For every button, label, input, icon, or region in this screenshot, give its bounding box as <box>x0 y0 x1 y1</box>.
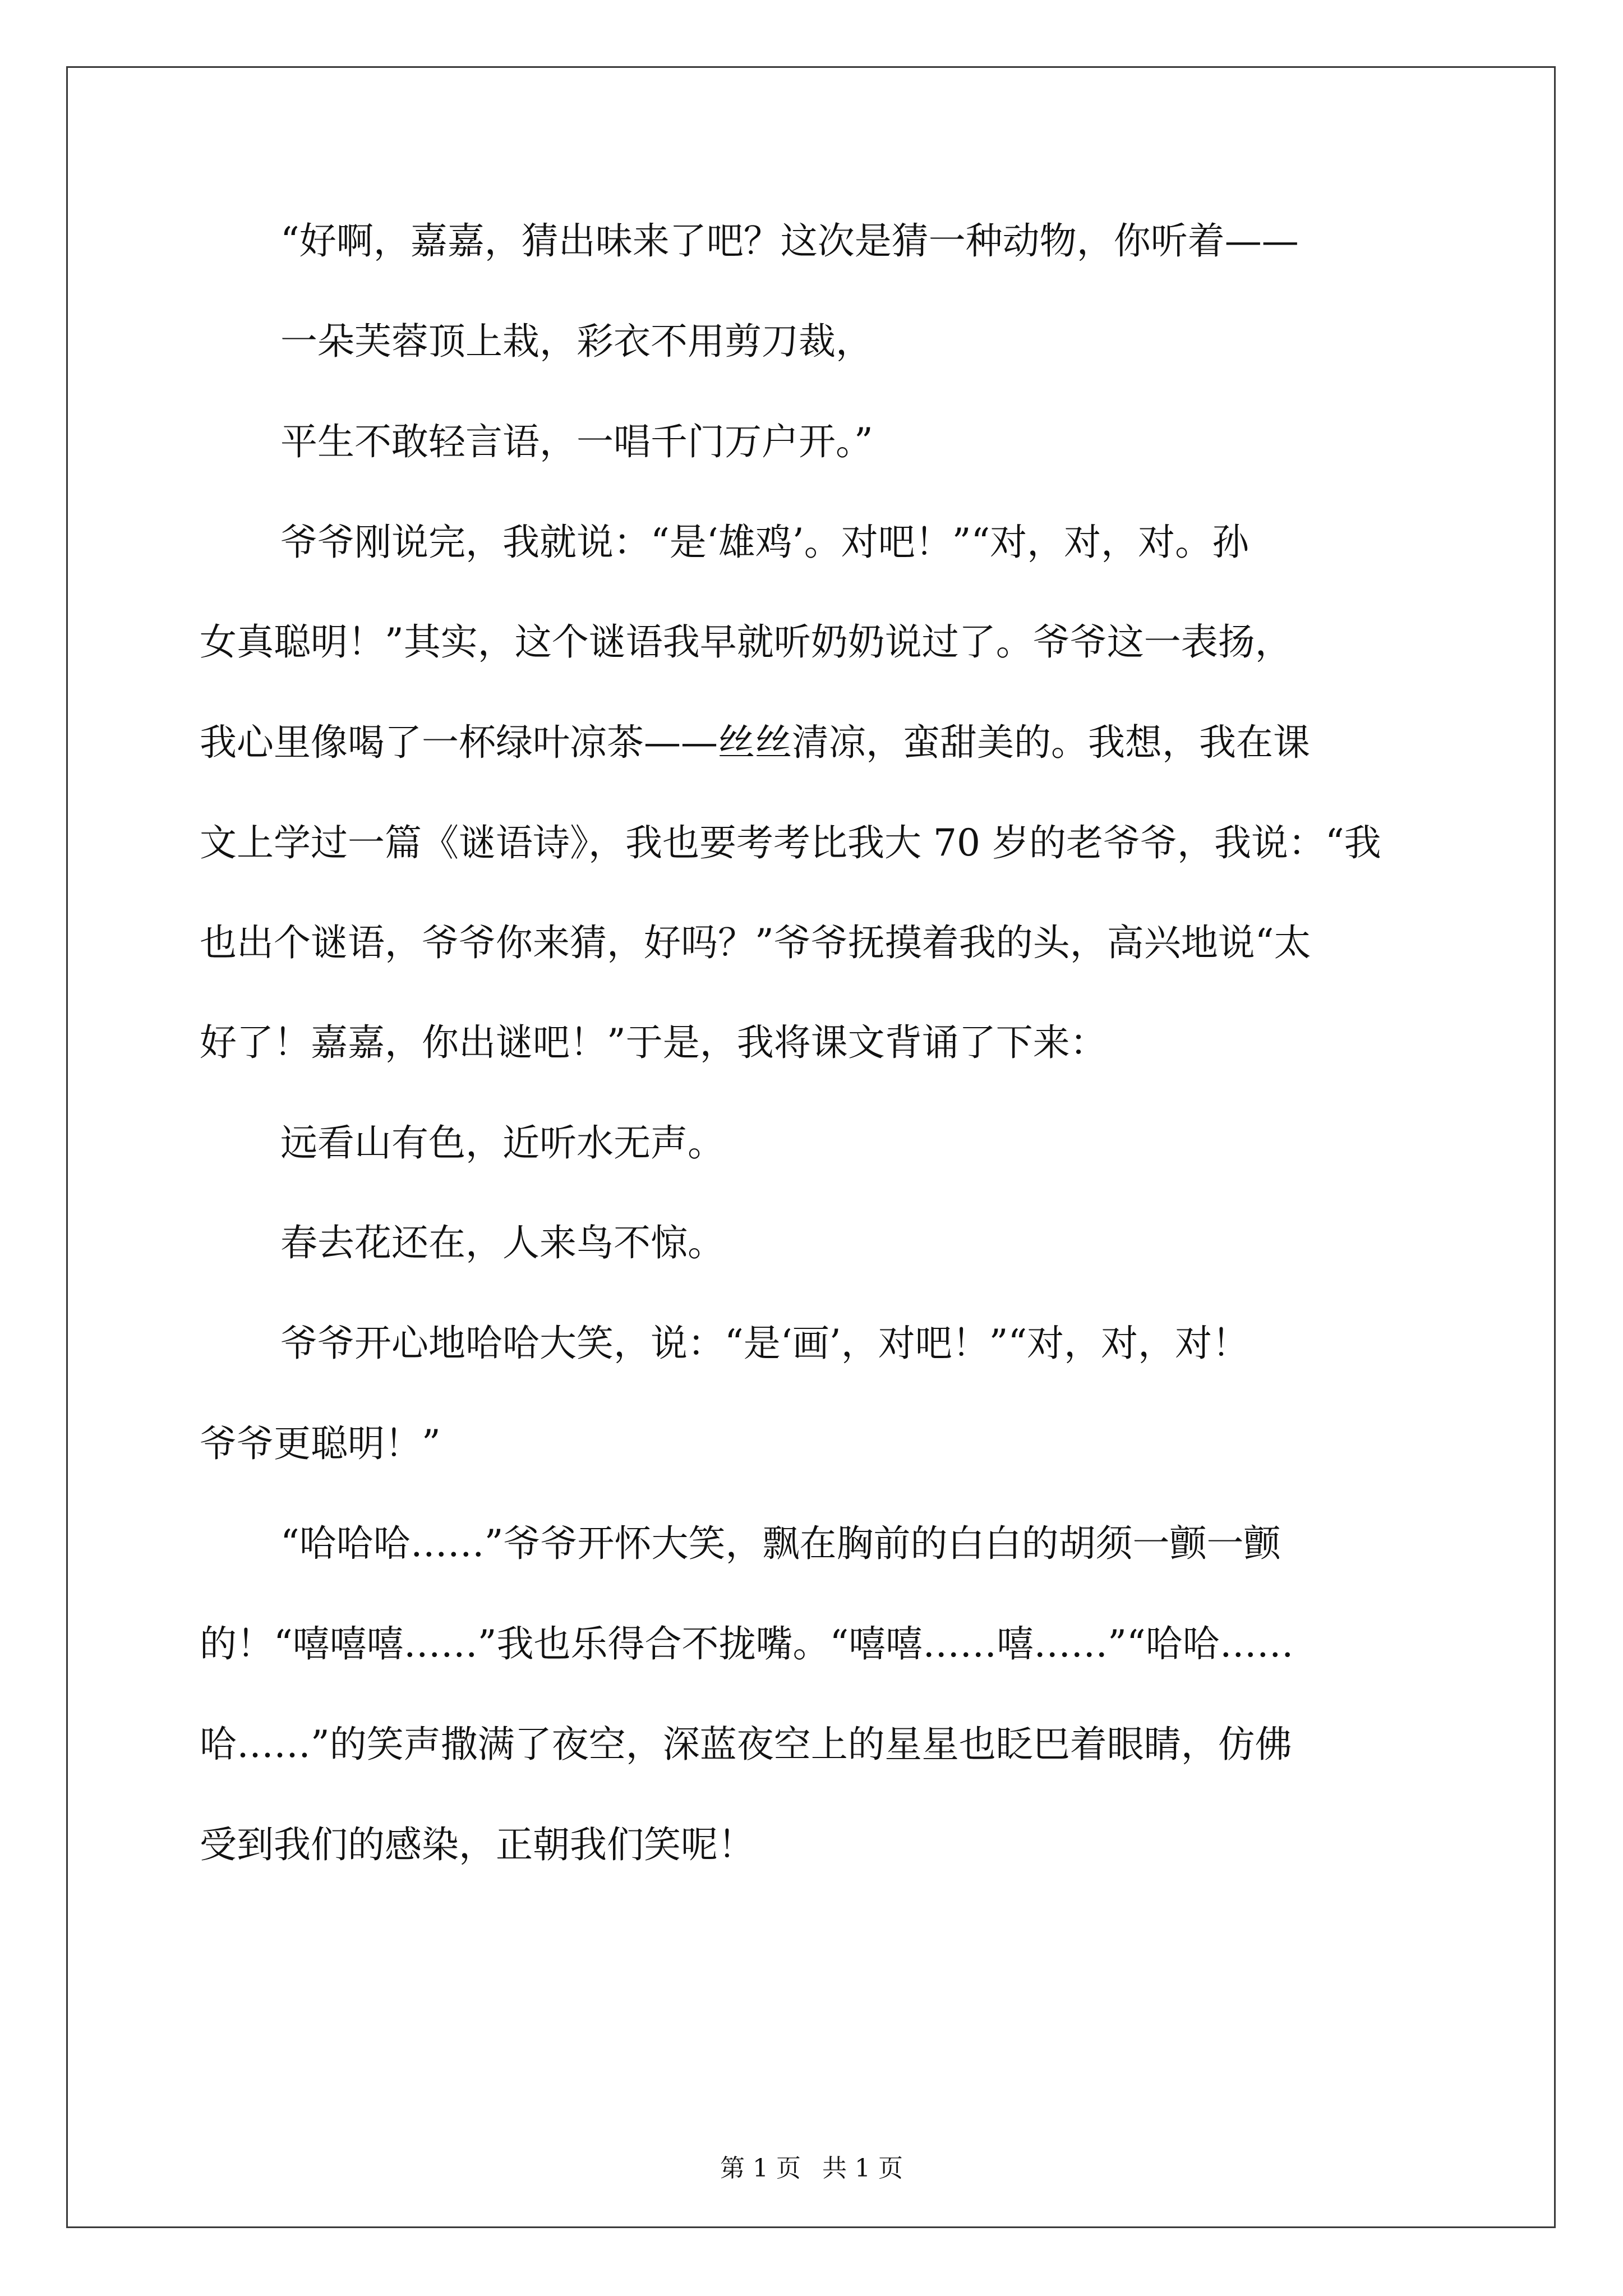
paragraph-line: 文上学过一篇《谜语诗》，我也要考考比我大 70 岁的老爷爷，我说：“我 <box>200 821 1381 864</box>
paragraph-line: “哈哈哈……”爷爷开怀大笑，飘在胸前的白白的胡须一颤一颤 <box>280 1522 1281 1565</box>
paragraph-line: 远看山有色，近听水无声。 <box>280 1121 725 1165</box>
paragraph-line: 也出个谜语，爷爷你来猜，好吗？”爷爷抚摸着我的头，高兴地说“太 <box>200 921 1311 964</box>
paragraph-line: 爷爷开心地哈哈大笑，说：“是‘画’，对吧！”“对，对，对！ <box>280 1322 1249 1365</box>
paragraph-line: 我心里像喝了一杯绿叶凉茶——丝丝清凉，蛮甜美的。我想，我在课 <box>200 721 1310 764</box>
paragraph-line: 春去花还在，人来鸟不惊。 <box>280 1221 725 1264</box>
paragraph-line: 的！“嘻嘻嘻……”我也乐得合不拢嘴。“嘻嘻……嘻……”“哈哈…… <box>200 1622 1294 1665</box>
page-number: 第 1 页 <box>720 2154 801 2183</box>
total-pages: 共 1 页 <box>822 2154 903 2183</box>
page-footer <box>0 2153 1623 2184</box>
paragraph-line: 好了！嘉嘉，你出谜吧！”于是，我将课文背诵了下来： <box>200 1021 1107 1064</box>
paragraph-line: 女真聪明！”其实，这个谜语我早就听奶奶说过了。爷爷这一表扬， <box>200 620 1292 664</box>
paragraph-line: 平生不敢轻言语，一唱千门万户开。” <box>280 420 873 463</box>
paragraph-line: “好啊，嘉嘉，猜出味来了吧？这次是猜一种动物，你听着—— <box>280 219 1299 263</box>
paragraph-line: 爷爷更聪明！” <box>200 1422 441 1465</box>
paragraph-line: 受到我们的感染，正朝我们笑呢！ <box>200 1823 755 1866</box>
paragraph-line: 爷爷刚说完，我就说：“是‘雄鸡’。对吧！”“对，对，对。孙 <box>280 521 1249 564</box>
paragraph-line: 哈……”的笑声撒满了夜空，深蓝夜空上的星星也眨巴着眼睛，仿佛 <box>200 1723 1292 1766</box>
paragraph-line: 一朵芙蓉顶上栽，彩衣不用剪刀裁， <box>280 320 873 363</box>
